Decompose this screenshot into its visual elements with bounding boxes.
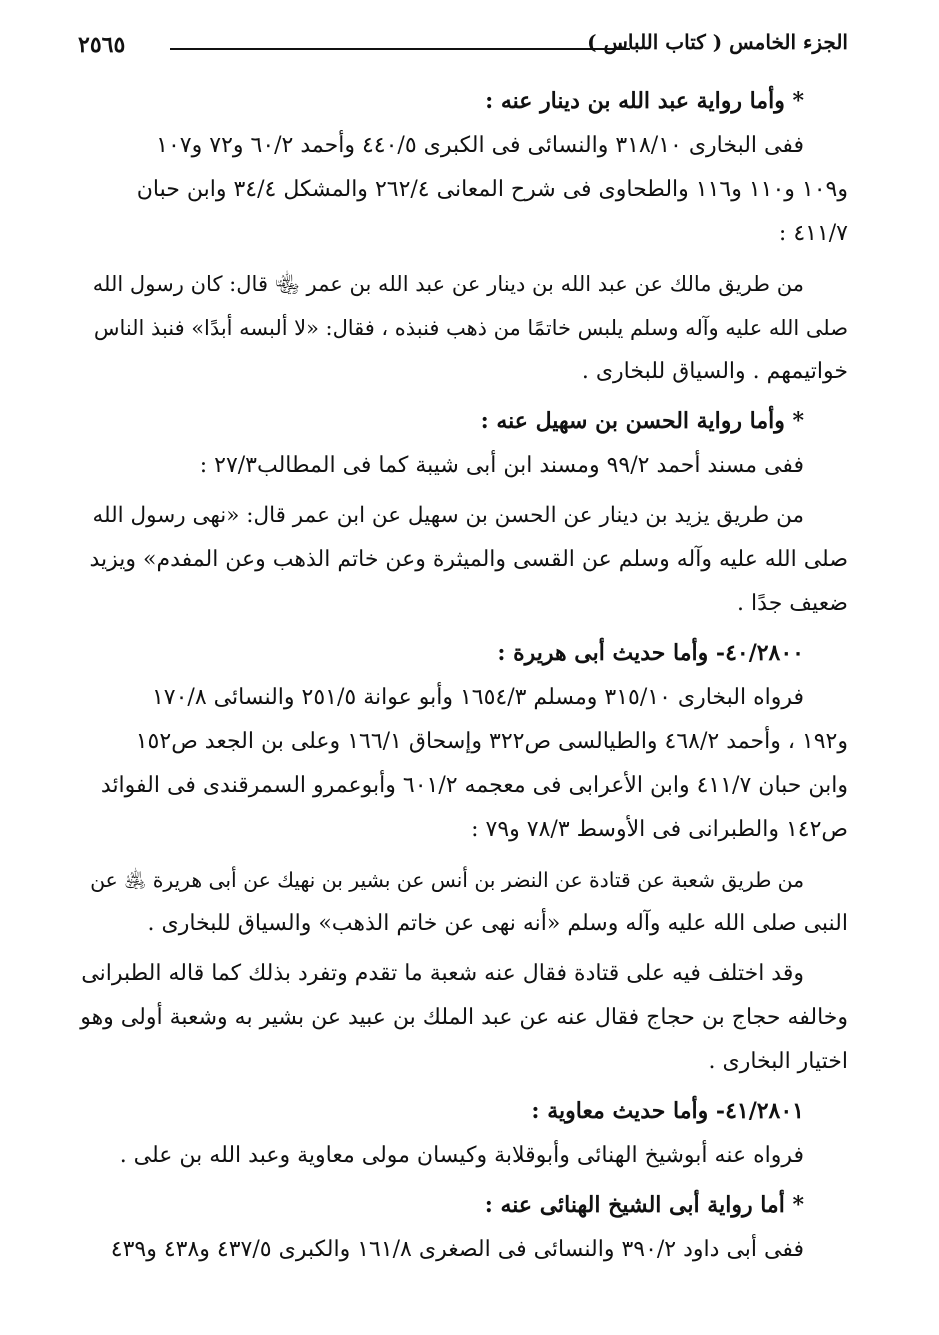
text-line: خواتيمهم . والسياق للبخارى .	[581, 359, 848, 384]
text-line: و١٩٢ ، وأحمد ٤٦٨/٢ والطيالسى ص٣٢٢ وإسحاق ١٦٦/١ وعلى بن الجعد ص١٥٢	[135, 729, 848, 754]
text-line: صلى الله عليه وآله وسلم عن القسى والميثرة وعن خاتم الذهب وعن المفدم» ويزيد	[89, 547, 848, 572]
text-line: فرواه عنه أبوشيخ الهنائى وأبوقلابة وكيسان مولى معاوية وعبد الله بن على .	[119, 1143, 804, 1168]
section-heading: ٤٠/٢٨٠٠- وأما حديث أبى هريرة :	[497, 640, 804, 666]
running-title: الجزء الخامس ( كتاب اللباس )	[587, 30, 848, 54]
text-line: ضعيف جدًا .	[737, 591, 848, 616]
text-line: ص١٤٢ والطبرانى فى الأوسط ٧٨/٣ و٧٩ :	[471, 817, 848, 842]
paragraph	[78, 858, 848, 946]
text-line: ففى أبى داود ٣٩٠/٢ والنسائى فى الصغرى ١٦١/٨ والكبرى ٤٣٧/٥ و٤٣٨ و٤٣٩	[110, 1237, 804, 1262]
paragraph	[78, 1228, 848, 1272]
text-line: اختيار البخارى .	[708, 1049, 848, 1074]
paragraph	[78, 444, 848, 488]
text-line: ففى مسند أحمد ٩٩/٢ ومسند ابن أبى شيبة كما فى المطالب٢٧/٣ :	[199, 453, 804, 478]
page-number: ٢٥٦٥	[78, 32, 126, 58]
text-line: فرواه البخارى ٣١٥/١٠ ومسلم ١٦٥٤/٣ وأبو عوانة ٢٥١/٥ والنسائى ١٧٠/٨	[151, 685, 804, 710]
header-rule	[170, 48, 630, 50]
paragraph	[78, 124, 848, 256]
text-line: من طريق مالك عن عبد الله بن دينار عن عبد الله بن عمر ﵄ قال: كان رسول الله	[92, 271, 804, 296]
text-line: ٤١١/٧ :	[778, 221, 848, 246]
paragraph	[78, 676, 848, 852]
section-heading: * وأما رواية عبد الله بن دينار عنه :	[485, 88, 804, 114]
paragraph	[78, 494, 848, 626]
section-heading: ٤١/٢٨٠١- وأما حديث معاوية :	[531, 1098, 804, 1124]
text-line: من طريق يزيد بن دينار عن الحسن بن سهيل عن ابن عمر قال: «نهى رسول الله	[92, 503, 804, 528]
section-heading: * أما رواية أبى الشيخ الهنائى عنه :	[484, 1192, 804, 1218]
text-line: من طريق شعبة عن قتادة عن النضر بن أنس عن بشير بن نهيك عن أبى هريرة ﵁ عن	[90, 868, 804, 892]
text-line: ففى البخارى ٣١٨/١٠ والنسائى فى الكبرى ٤٤٠/٥ وأحمد ٦٠/٢ و٧٢ و١٠٧	[156, 133, 804, 158]
text-line: وخالفه حجاج بن حجاج فقال عنه عن عبد الملك بن عبيد عن بشير به وشعبة أولى وهو	[80, 1005, 848, 1030]
text-line: و١٠٩ و١١٠ و١١٦ والطحاوى فى شرح المعانى ٢٦٢/٤ والمشكل ٣٤/٤ وابن حبان	[136, 177, 848, 202]
section-heading: * وأما رواية الحسن بن سهيل عنه :	[480, 408, 804, 434]
text-line: النبى صلى الله عليه وآله وسلم «أنه نهى عن خاتم الذهب» والسياق للبخارى .	[147, 911, 848, 936]
text-line: وابن حبان ٤١١/٧ وابن الأعرابى فى معجمه ٦٠١/٢ وأبوعمرو السمرقندى فى الفوائد	[100, 773, 848, 798]
text-line: وقد اختلف فيه على قتادة فقال عنه شعبة ما تقدم وتفرد بذلك كما قاله الطبرانى	[81, 961, 804, 986]
paragraph	[78, 1134, 848, 1178]
paragraph	[78, 952, 848, 1084]
page-header	[78, 26, 848, 66]
paragraph	[78, 262, 848, 394]
page-body	[78, 80, 848, 1278]
text-line: صلى الله عليه وآله وسلم يلبس خاتمًا من ذهب فنبذه ، فقال: «لا ألبسه أبدًا» فنبذ الناس	[93, 316, 848, 340]
